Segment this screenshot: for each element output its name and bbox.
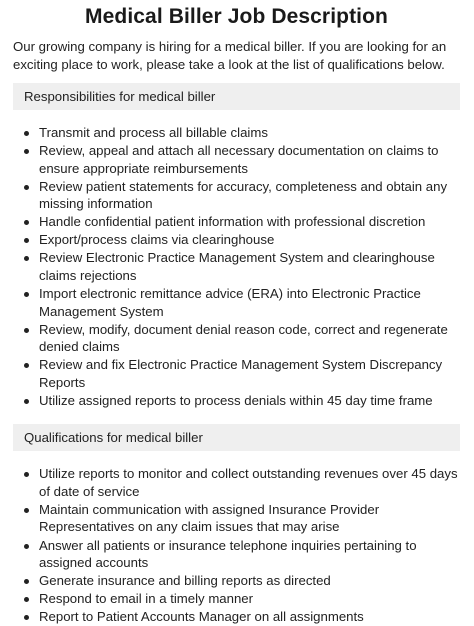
- list-item: [13, 285, 460, 320]
- bullet-icon: [24, 185, 29, 190]
- bullet-icon: [24, 544, 29, 549]
- responsibilities-list: [13, 124, 460, 409]
- list-item-text: Review patient statements for accuracy, completeness and obtain any missing information: [39, 178, 448, 212]
- list-item: [13, 501, 460, 536]
- list-item-text: Review and fix Electronic Practice Management System Discrepancy Reports: [39, 357, 443, 390]
- intro-paragraph: Our growing company is hiring for a medical biller. If you are looking for an exciting place to work, please take a look at the list of qualifications below.: [13, 39, 447, 72]
- list-item-text: Review, appeal and attach all necessary documentation on claims to ensure appropriate reimbursements: [39, 143, 439, 176]
- list-item-text: Review Electronic Practice Management System and clearinghouse claims rejections: [39, 250, 435, 283]
- list-item-text: Utilize assigned reports to process denials within 45 day time frame: [39, 392, 433, 408]
- list-item: [13, 537, 460, 572]
- bullet-icon: [24, 292, 29, 297]
- list-item-text: Review, modify, document denial reason code, correct and regenerate denied claims: [39, 321, 448, 355]
- bullet-icon: [24, 615, 29, 620]
- list-item-text: Import electronic remittance advice (ERA) into Electronic Practice Management System: [39, 286, 421, 319]
- list-item-text: Maintain communication with assigned Insurance Provider Representatives on any claim issues that may arise: [39, 501, 380, 535]
- list-item: [13, 124, 460, 142]
- bullet-icon: [24, 238, 29, 243]
- page-title: Medical Biller Job Description: [85, 5, 388, 28]
- bullet-icon: [24, 328, 29, 333]
- qualifications-heading: Qualifications for medical biller: [13, 424, 460, 451]
- list-item-text: Answer all patients or insurance telephone inquiries pertaining to assigned accounts: [39, 537, 417, 571]
- list-item-text: Export/process claims via clearinghouse: [39, 232, 275, 248]
- list-item-text: Utilize reports to monitor and collect outstanding revenues over 45 days of date of service: [39, 466, 458, 499]
- list-item: [13, 231, 460, 249]
- list-item-text: Generate insurance and billing reports as directed: [39, 573, 331, 589]
- list-item-text: Handle confidential patient information with professional discretion: [39, 214, 426, 230]
- bullet-icon: [24, 579, 29, 584]
- list-item: [13, 249, 460, 284]
- qualifications-list: [13, 465, 460, 625]
- list-item: [13, 608, 460, 626]
- bullet-icon: [24, 597, 29, 602]
- list-item: [13, 465, 460, 500]
- list-item: [13, 178, 460, 213]
- list-item: [13, 321, 460, 356]
- list-item: [13, 142, 460, 177]
- list-item-text: Respond to email in a timely manner: [39, 591, 254, 607]
- list-item: [13, 356, 460, 391]
- bullet-icon: [24, 256, 29, 261]
- list-item: [13, 392, 460, 410]
- bullet-icon: [24, 472, 29, 477]
- responsibilities-heading: Responsibilities for medical biller: [13, 83, 460, 110]
- list-item-text: Report to Patient Accounts Manager on all assignments: [39, 609, 364, 625]
- bullet-icon: [24, 149, 29, 154]
- bullet-icon: [24, 399, 29, 404]
- list-item: [13, 572, 460, 590]
- list-item-text: Transmit and process all billable claims: [39, 125, 268, 140]
- bullet-icon: [24, 363, 29, 368]
- bullet-icon: [24, 508, 29, 513]
- bullet-icon: [24, 220, 29, 225]
- list-item: [13, 590, 460, 608]
- list-item: [13, 213, 460, 231]
- bullet-icon: [24, 131, 29, 136]
